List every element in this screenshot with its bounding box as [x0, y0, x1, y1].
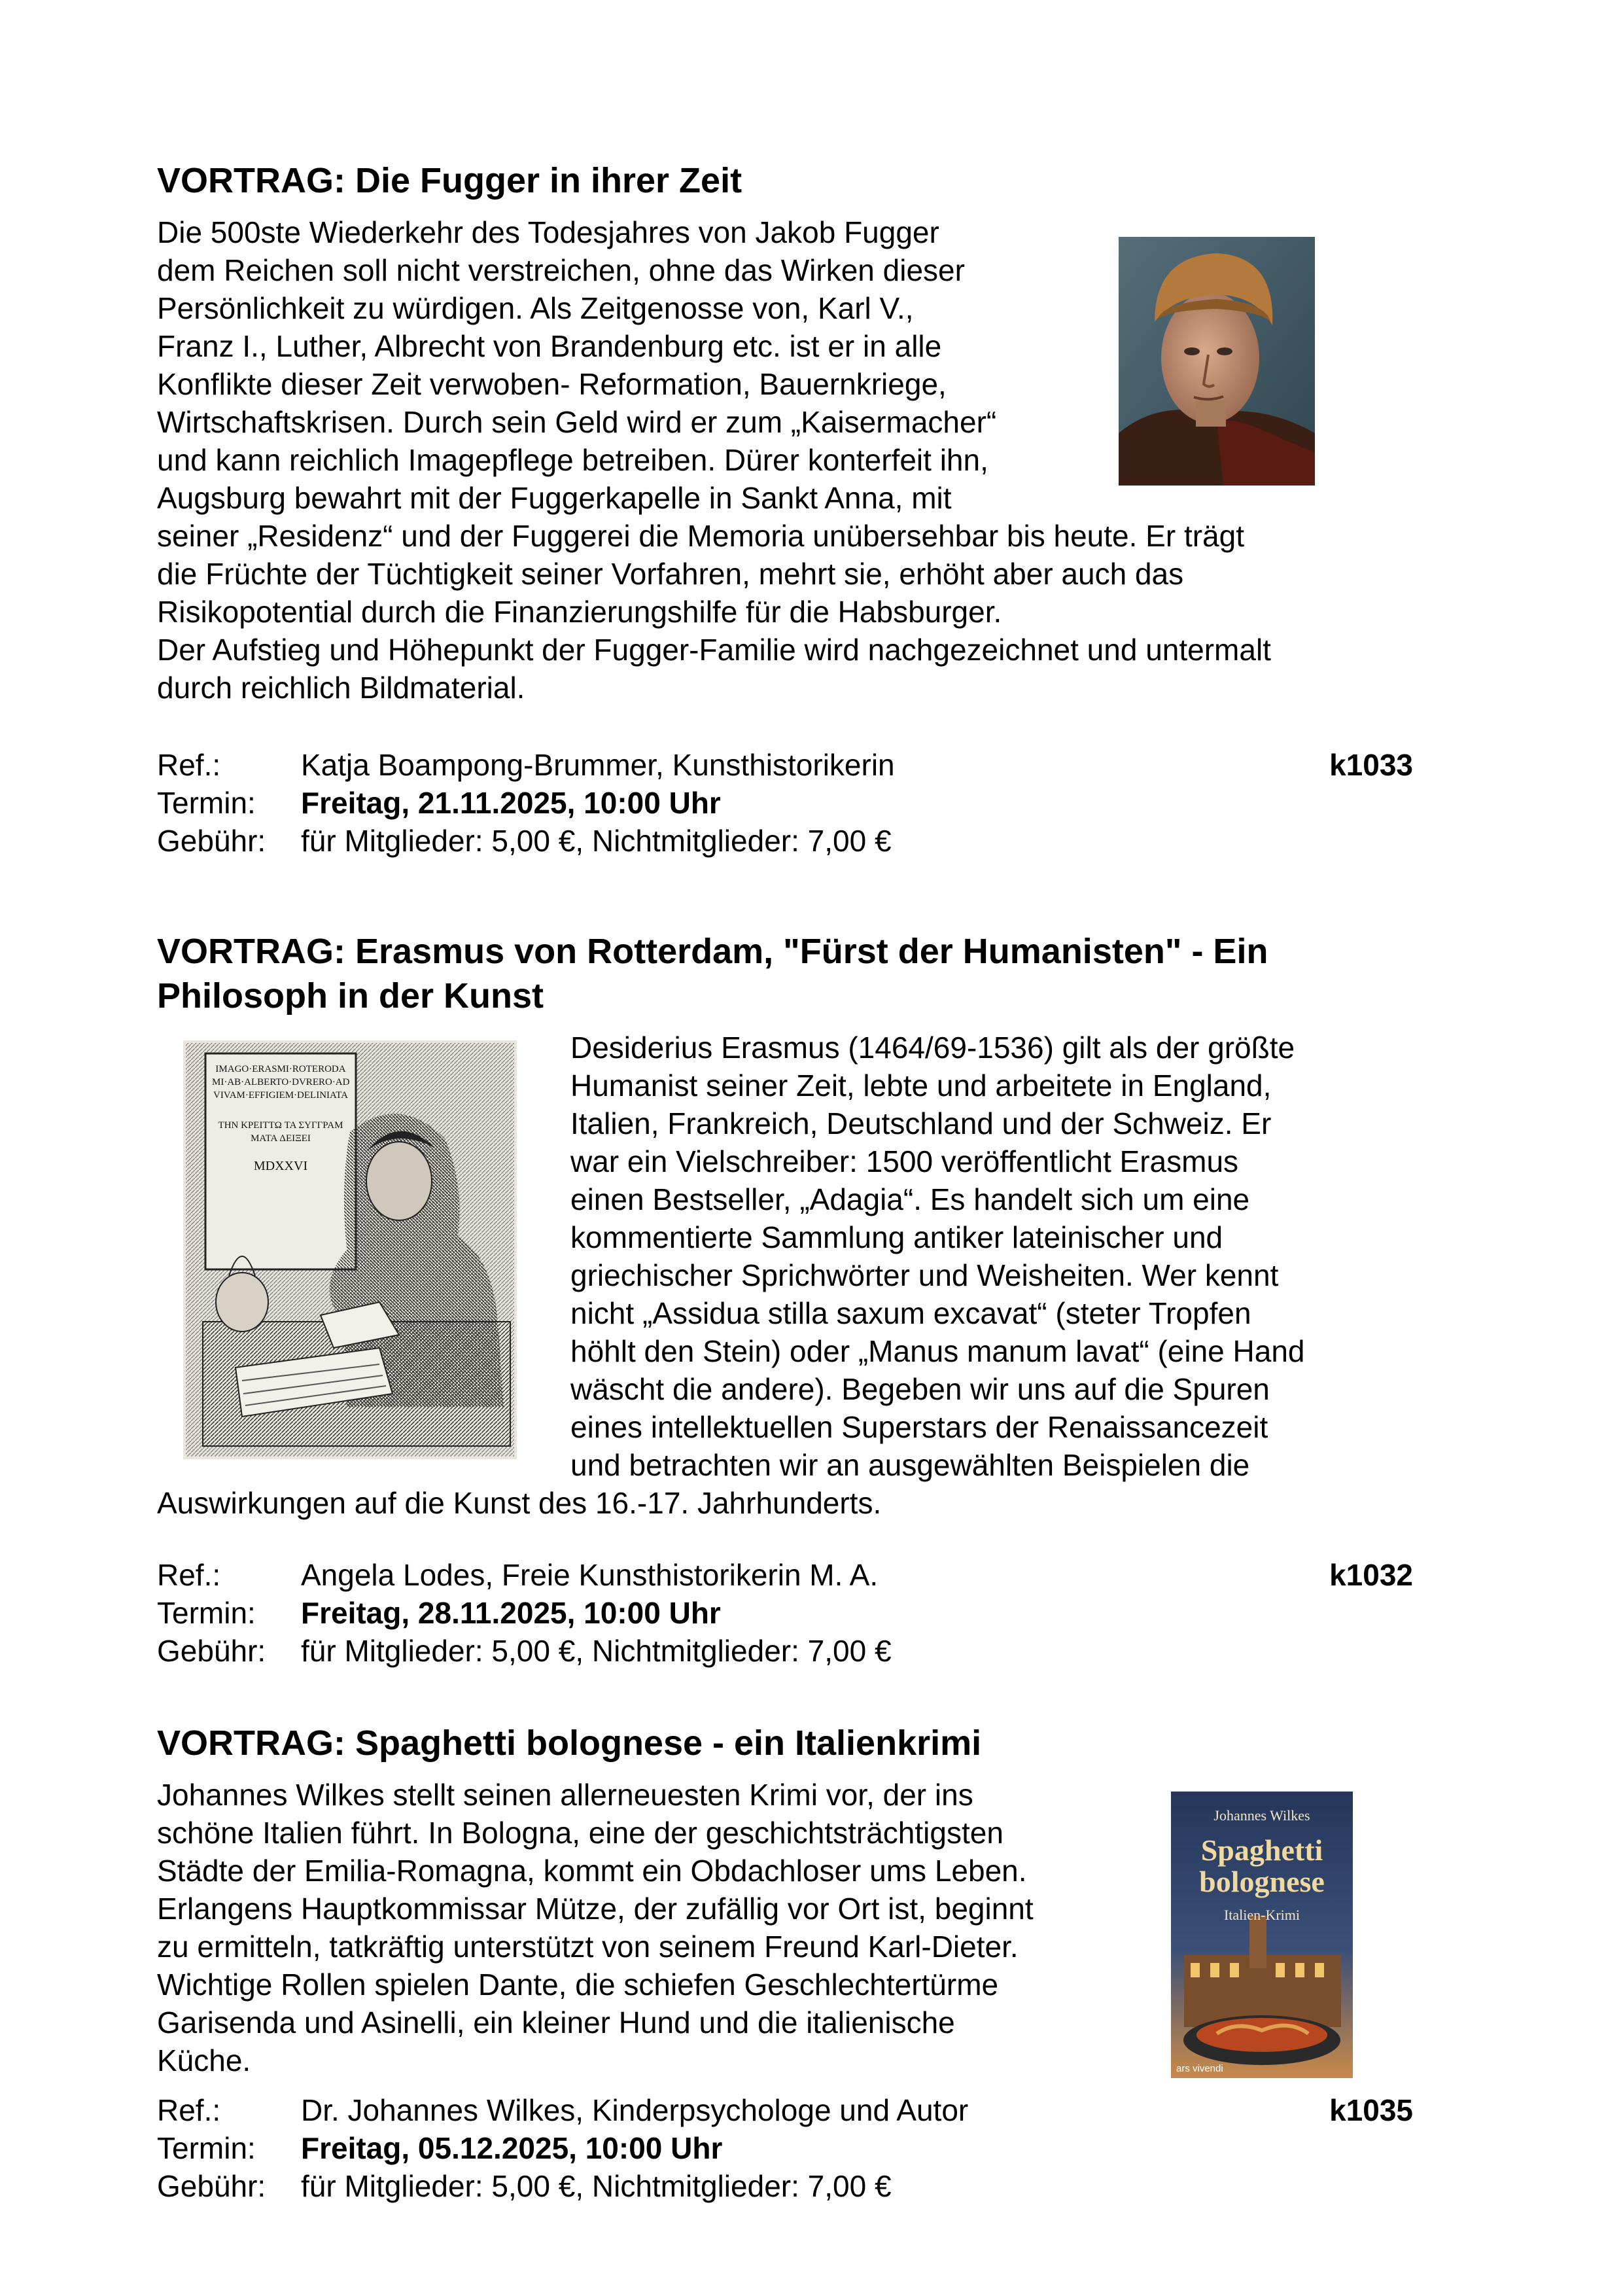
event-1-line: Risikopotential durch die Finanzierungshilfe für die Habsburger. — [157, 595, 1002, 629]
fee-value: für Mitglieder: 5,00 €, Nichtmitglieder: 7,00 € — [301, 824, 892, 858]
event-2-line: nicht „Assidua stilla saxum excavat“ (steter Tropfen — [570, 1296, 1251, 1330]
event-2-termin-row — [157, 1594, 1413, 1632]
termin-label: Termin: — [157, 1596, 256, 1630]
event-date: Freitag, 28.11.2025, 10:00 Uhr — [301, 1596, 721, 1630]
book-title — [1171, 1835, 1353, 1898]
event-1-line: Persönlichkeit zu würdigen. Als Zeitgenosse von, Karl V., — [157, 291, 914, 325]
event-3-line: schöne Italien führt. In Bologna, eine der geschichtsträchtigsten — [157, 1816, 1003, 1850]
event-2-line: kommentierte Sammlung antiker lateinischer und — [570, 1220, 1223, 1254]
event-2-title — [157, 929, 1268, 1018]
event-3-fee-row — [157, 2167, 1413, 2205]
inscription-line: MATA ΔEIΞEI — [251, 1133, 311, 1144]
event-3-ref-row — [157, 2091, 1413, 2129]
fee-label: Gebühr: — [157, 1634, 266, 1668]
speaker: Angela Lodes, Freie Kunsthistorikerin M. A. — [301, 1558, 879, 1592]
event-3-line: Küche. — [157, 2043, 251, 2077]
event-1-title: VORTRAG: Die Fugger in ihrer Zeit — [157, 161, 742, 200]
event-2-line: und betrachten wir an ausgewählten Beispielen die — [570, 1448, 1250, 1482]
event-1-line: Wirtschaftskrisen. Durch sein Geld wird er zum „Kaisermacher“ — [157, 405, 997, 439]
event-date: Freitag, 05.12.2025, 10:00 Uhr — [301, 2131, 723, 2165]
course-code: k1035 — [1329, 2093, 1413, 2127]
termin-label: Termin: — [157, 786, 256, 820]
erasmus-engraving — [183, 1040, 517, 1459]
event-1-line: Augsburg bewahrt mit der Fuggerkapelle in Sankt Anna, mit — [157, 481, 952, 515]
event-2-line: war ein Vielschreiber: 1500 veröffentlicht Erasmus — [570, 1144, 1239, 1178]
event-2-line: Italien, Frankreich, Deutschland und der Schweiz. Er — [570, 1106, 1272, 1140]
event-3-termin-row — [157, 2129, 1413, 2167]
event-2-line: griechischer Sprichwörter und Weisheiten. Wer kennt — [570, 1258, 1279, 1292]
event-1-line: Franz I., Luther, Albrecht von Brandenburg etc. ist er in alle — [157, 329, 942, 363]
termin-label: Termin: — [157, 2131, 256, 2165]
ref-label: Ref.: — [157, 1558, 221, 1592]
ref-label: Ref.: — [157, 748, 221, 782]
event-3-line: Johannes Wilkes stellt seinen allerneuesten Krimi vor, der ins — [157, 1778, 973, 1812]
event-1-line: durch reichlich Bildmaterial. — [157, 671, 525, 705]
event-1-line: die Früchte der Tüchtigkeit seiner Vorfahren, mehrt sie, erhöht aber auch das — [157, 557, 1184, 591]
course-code: k1033 — [1329, 748, 1413, 782]
ref-label: Ref.: — [157, 2093, 221, 2127]
event-2-description — [570, 1029, 1305, 1484]
event-2-ref-row — [157, 1556, 1413, 1594]
event-1-description — [157, 213, 1271, 707]
event-3-title: VORTRAG: Spaghetti bolognese - ein Italienkrimi — [157, 1723, 982, 1763]
event-1-line: Die 500ste Wiederkehr des Todesjahres von Jakob Fugger — [157, 215, 939, 249]
event-2-title-line: VORTRAG: Erasmus von Rotterdam, "Fürst der Humanisten" - Ein — [157, 932, 1268, 971]
event-1-details — [157, 746, 1413, 860]
fee-value: für Mitglieder: 5,00 €, Nichtmitglieder: 7,00 € — [301, 2169, 892, 2203]
event-3-line: zu ermitteln, tatkräftig unterstützt von seinem Freund Karl-Dieter. — [157, 1930, 1019, 1964]
event-1-termin-row — [157, 784, 1413, 822]
event-2-line: höhlt den Stein) oder „Manus manum lavat“ (eine Hand — [570, 1334, 1305, 1368]
event-2-line: einen Bestseller, „Adagia“. Es handelt sich um eine — [570, 1182, 1250, 1216]
engraving-inscription — [212, 1063, 349, 1173]
portrait-image — [1119, 237, 1315, 486]
book-subtitle: Italien-Krimi — [1223, 1907, 1300, 1923]
inscription-year: MDXXVI — [253, 1159, 308, 1173]
speaker: Dr. Johannes Wilkes, Kinderpsychologe und Autor — [301, 2093, 969, 2127]
book-publisher: ars vivendi — [1176, 2063, 1223, 2074]
event-1-line: Der Aufstieg und Höhepunkt der Fugger-Familie wird nachgezeichnet und untermalt — [157, 633, 1271, 667]
inscription-line: VIVAM·EFFIGIEM·DELINIATA — [213, 1090, 348, 1101]
fee-label: Gebühr: — [157, 2169, 266, 2203]
event-2-fee-row — [157, 1632, 1413, 1670]
event-2-line: wäscht die andere). Begeben wir uns auf die Spuren — [570, 1372, 1270, 1406]
event-2-line: Humanist seiner Zeit, lebte und arbeitete in England, — [570, 1069, 1272, 1103]
book-title-line: bolognese — [1199, 1865, 1325, 1898]
event-3-line: Erlangens Hauptkommissar Mütze, der zufällig vor Ort ist, beginnt — [157, 1892, 1034, 1926]
event-date: Freitag, 21.11.2025, 10:00 Uhr — [301, 786, 721, 820]
inscription-line: MI·AB·ALBERTO·DVRERO·AD — [212, 1077, 350, 1087]
speaker: Katja Boampong-Brummer, Kunsthistorikerin — [301, 748, 895, 782]
event-2-line: Desiderius Erasmus (1464/69-1536) gilt als der größte — [570, 1031, 1295, 1065]
event-2-title-line: Philosoph in der Kunst — [157, 976, 544, 1016]
book-cover — [1171, 1792, 1353, 2078]
event-3-line: Städte der Emilia-Romagna, kommt ein Obdachloser ums Leben. — [157, 1854, 1027, 1888]
course-code: k1032 — [1329, 1558, 1413, 1592]
fee-value: für Mitglieder: 5,00 €, Nichtmitglieder: 7,00 € — [301, 1634, 892, 1668]
event-1-line: und kann reichlich Imagepflege betreiben. Dürer konterfeit ihn, — [157, 443, 988, 477]
event-1-ref-row — [157, 746, 1413, 784]
fee-label: Gebühr: — [157, 824, 266, 858]
book-author: Johannes Wilkes — [1213, 1807, 1310, 1824]
jakob-fugger-portrait — [1119, 237, 1315, 486]
event-3-line: Wichtige Rollen spielen Dante, die schiefen Geschlechtertürme — [157, 1968, 999, 2002]
event-1-fee-row — [157, 822, 1413, 860]
book-title-line: Spaghetti — [1200, 1833, 1323, 1867]
inscription-line: THN KPEITTΩ TA ΣΥΓΓPAM — [218, 1120, 343, 1131]
event-2-line: Auswirkungen auf die Kunst des 16.-17. Jahrhunderts. — [157, 1486, 882, 1520]
event-3-details — [157, 2091, 1413, 2205]
inscription-line: IMAGO·ERASMI·ROTERODA — [215, 1064, 346, 1074]
event-1-line: dem Reichen soll nicht verstreichen, ohne das Wirken dieser — [157, 253, 965, 287]
event-3-line: Garisenda und Asinelli, ein kleiner Hund und die italienische — [157, 2005, 955, 2040]
event-2-description-end — [157, 1484, 881, 1522]
event-3-description — [157, 1776, 1034, 2079]
event-2-details — [157, 1556, 1413, 1670]
event-1-line: seiner „Residenz“ und der Fuggerei die Memoria unübersehbar bis heute. Er trägt — [157, 519, 1244, 553]
event-2-line: eines intellektuellen Superstars der Renaissancezeit — [570, 1410, 1268, 1444]
event-1-line: Konflikte dieser Zeit verwoben- Reformation, Bauernkriege, — [157, 367, 947, 401]
